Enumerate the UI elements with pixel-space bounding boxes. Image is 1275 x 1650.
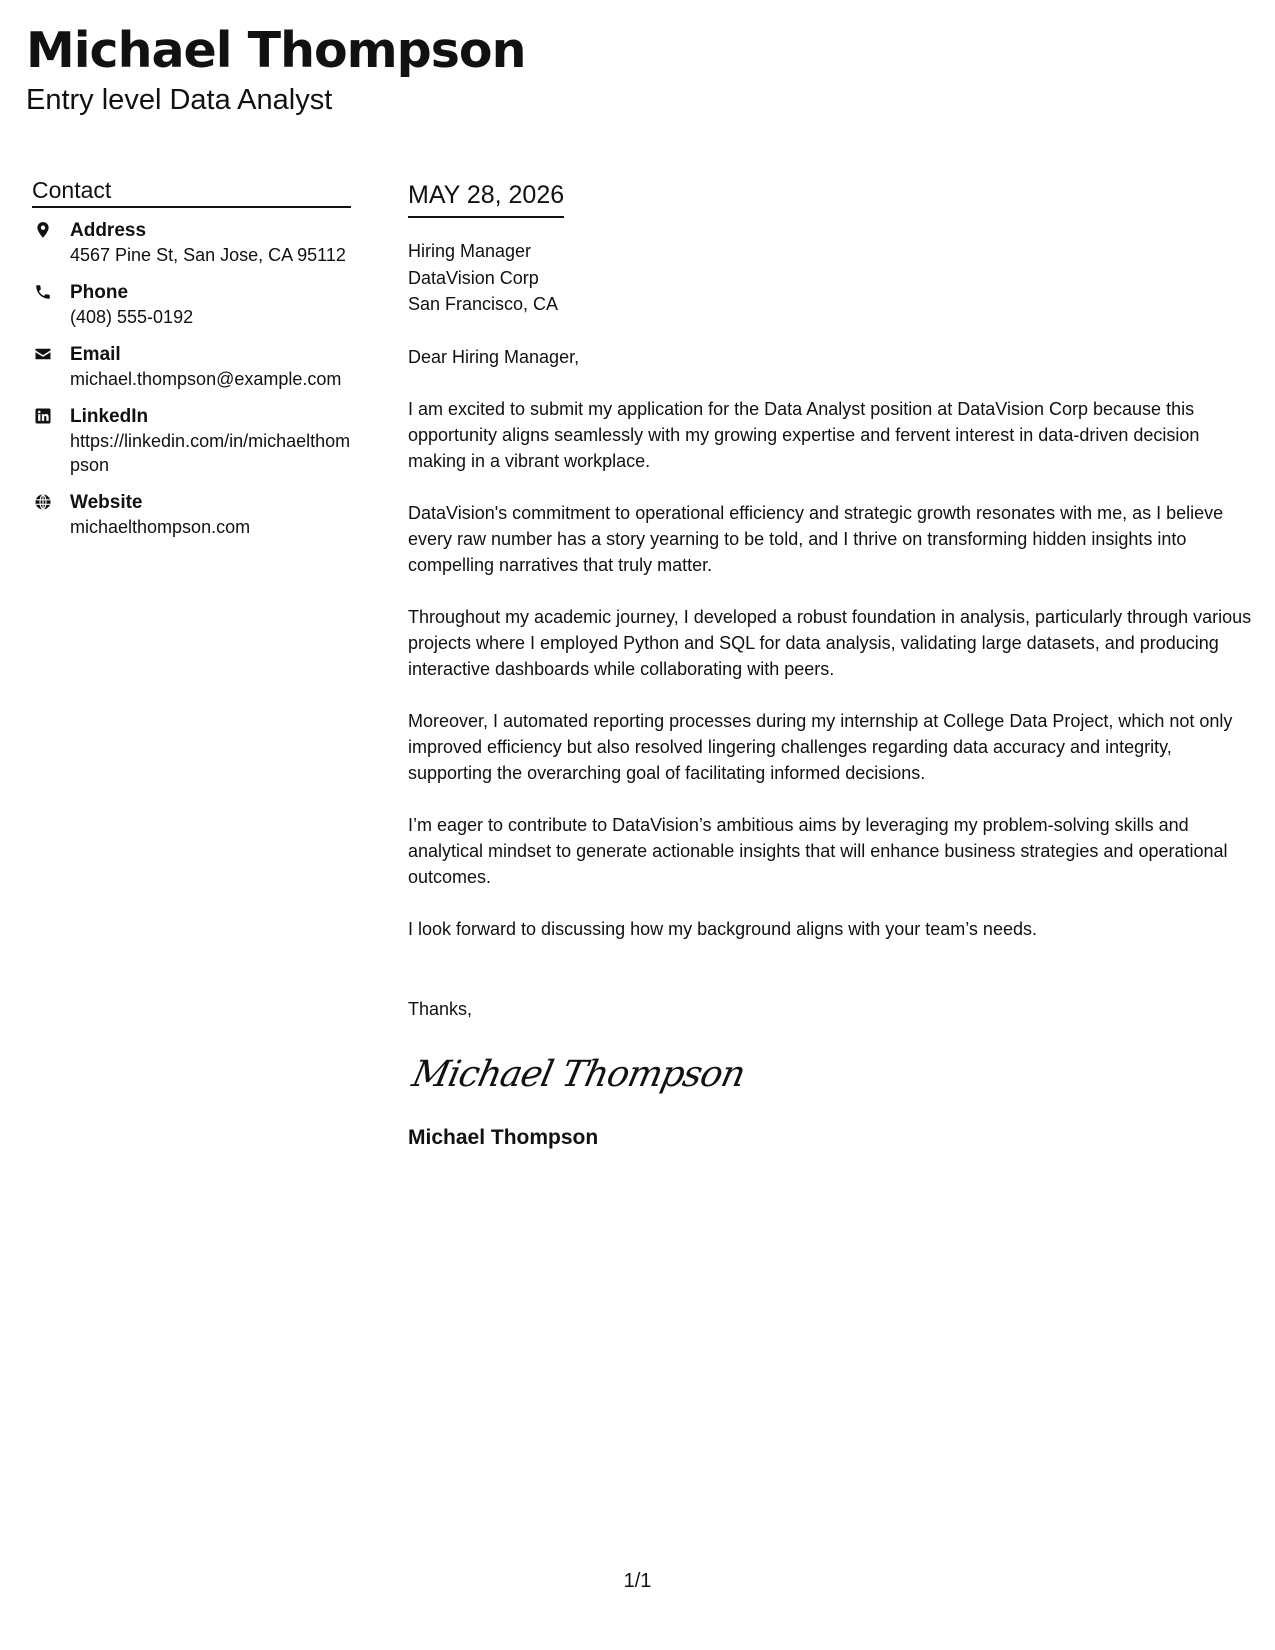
contact-item-phone bbox=[32, 280, 351, 329]
contact-label: Address bbox=[70, 220, 147, 241]
phone-icon bbox=[34, 283, 52, 301]
linkedin-value: https://linkedin.com/in/michaelthompson bbox=[70, 431, 351, 475]
globe-icon bbox=[34, 493, 52, 511]
email-value: michael.thompson@example.com bbox=[70, 369, 342, 389]
letter-paragraph: DataVision's commitment to operational efficiency and strategic growth resonates with me, as I believe every raw number has a story yearning to be told, and I thrive on transforming hidden insights into compelling narratives that truly matter. bbox=[408, 502, 1224, 575]
contact-label: Website bbox=[70, 492, 143, 513]
envelope-icon bbox=[34, 345, 52, 363]
signoff: Thanks, bbox=[408, 998, 473, 1019]
applicant-name: Michael Thompson bbox=[26, 22, 526, 79]
recipient-line: DataVision Corp bbox=[408, 267, 539, 288]
letter-paragraph: I’m eager to contribute to DataVision’s ambitious aims by leveraging my problem-solving skills and analytical mindset to generate actionable insights that will enhance business strategies and operational outcomes. bbox=[408, 814, 1228, 887]
recipient-block bbox=[408, 238, 1253, 318]
phone-value: (408) 555-0192 bbox=[70, 307, 194, 327]
applicant-role: Entry level Data Analyst bbox=[26, 84, 333, 116]
contact-list bbox=[32, 218, 351, 539]
letter-paragraph: I look forward to discussing how my background aligns with your team’s needs. bbox=[408, 918, 1037, 939]
map-pin-icon bbox=[34, 221, 52, 239]
letter-paragraph: Throughout my academic journey, I developed a robust foundation in analysis, particularly through various projects where I employed Python and SQL for data analysis, validating large datasets, and producing interactive dashboards while collaborating with peers. bbox=[408, 606, 1252, 679]
contact-label: LinkedIn bbox=[70, 406, 149, 427]
contact-item-website bbox=[32, 490, 351, 539]
handwritten-signature bbox=[408, 1052, 749, 1100]
page-number: 1/1 bbox=[623, 1570, 652, 1592]
letter-paragraph: Moreover, I automated reporting processes during my internship at College Data Project, which not only improved efficiency but also resolved lingering challenges regarding data accuracy and integrity, supporting the overarching goal of facilitating informed decisions. bbox=[408, 710, 1233, 783]
contact-item-linkedin bbox=[32, 404, 351, 477]
signature-text: Michael Thompson bbox=[408, 1053, 749, 1095]
letter-paragraph: I am excited to submit my application for the Data Analyst position at DataVision Corp because this opportunity aligns seamlessly with my growing expertise and fervent interest in data-driven decision making in a vibrant workplace. bbox=[408, 398, 1200, 471]
website-value: michaelthompson.com bbox=[70, 517, 251, 537]
contact-item-address bbox=[32, 218, 351, 267]
contact-sidebar bbox=[32, 176, 351, 552]
contact-heading: Contact bbox=[32, 176, 351, 208]
signer-name: Michael Thompson bbox=[408, 1125, 599, 1149]
linkedin-icon bbox=[34, 407, 52, 425]
cover-letter-body bbox=[408, 178, 1253, 1152]
recipient-line: San Francisco, CA bbox=[408, 294, 559, 314]
recipient-line: Hiring Manager bbox=[408, 241, 532, 261]
salutation: Dear Hiring Manager, bbox=[408, 346, 580, 367]
address-value: 4567 Pine St, San Jose, CA 95112 bbox=[70, 245, 346, 265]
letter-date: MAY 28, 2026 bbox=[408, 178, 564, 218]
contact-label: Email bbox=[70, 344, 121, 365]
contact-item-email bbox=[32, 342, 351, 391]
contact-label: Phone bbox=[70, 282, 129, 303]
